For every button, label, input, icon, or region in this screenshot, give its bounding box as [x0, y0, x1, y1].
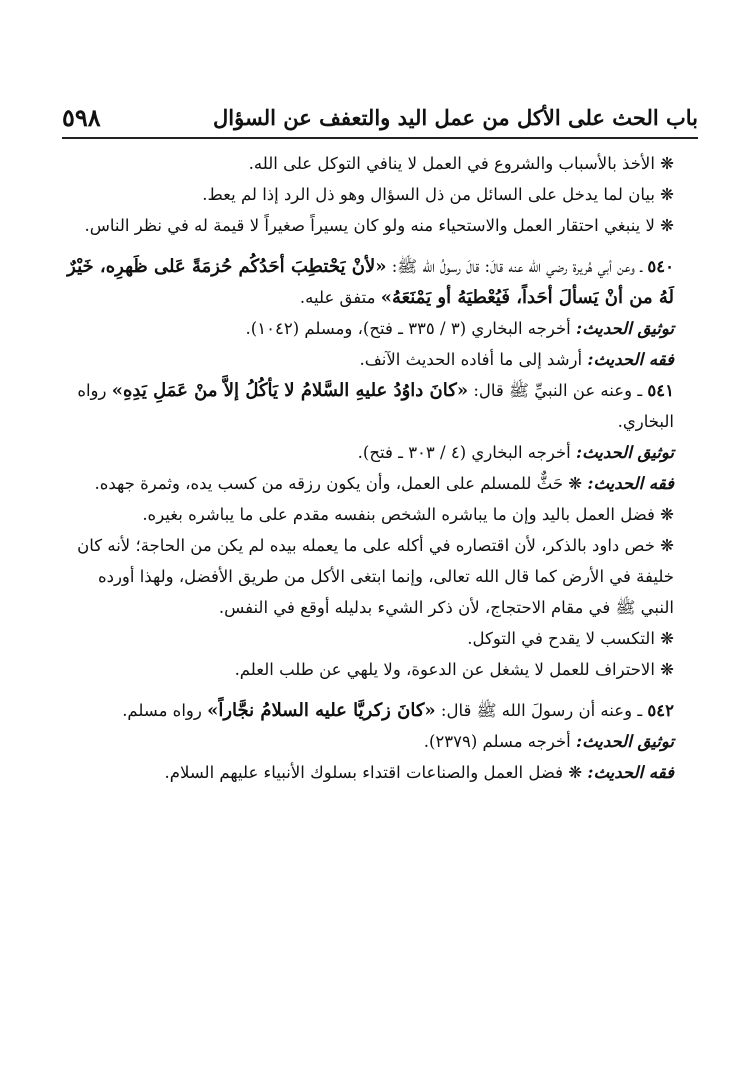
takhrij-text: أخرجه البخاري (٣ / ٣٣٥ ـ فتح)، ومسلم (١٠٤٢).: [245, 319, 571, 338]
bullet-point: ❋ الاحتراف للعمل لا يشغل عن الدعوة، ولا يلهي عن طلب العلم.: [66, 654, 694, 685]
takhrij-542: [66, 726, 694, 757]
hadith-quote: «لأنْ يَحْتطِبَ أحَدُكُم حُزمَةً عَلى ظَهرِه، خَيْرٌ لَهُ من أنْ يَسألَ أحَداً، فَيُعْطيَهُ أو يَمْنَعَهُ»: [67, 256, 674, 308]
hadith-source: رواه مسلم.: [122, 701, 202, 720]
bullet-point: ❋ بيان لما يدخل على السائل من ذل السؤال وهو ذل الرد إذا لم يعط.: [66, 179, 694, 210]
hadith-intro: ـ وعنه أن رسولَ الله ﷺ قال:: [440, 701, 643, 720]
hadith-540: [66, 251, 694, 313]
fiqh-text: أرشد إلى ما أفاده الحديث الآنف.: [359, 350, 583, 369]
fiqh-text: ❋ حَثٌّ للمسلم على العمل، وأن يكون رزقه من كسب يده، وثمرة جهده.: [94, 474, 583, 493]
fiqh-542: [66, 757, 694, 788]
hadith-quote: «كانَ داوُدُ عليهِ السَّلامُ لا يَأكُلُ إلاَّ منْ عَمَلِ يَدِهِ»: [111, 380, 469, 401]
takhrij-label: توثيق الحديث:: [575, 443, 674, 462]
hadith-number: ٥٤١: [647, 381, 674, 400]
bullet-point: ❋ التكسب لا يقدح في التوكل.: [66, 623, 694, 654]
bullet-point: ❋ الأخذ بالأسباب والشروع في العمل لا ينافي التوكل على الله.: [66, 148, 694, 179]
hadith-source: متفق عليه.: [299, 288, 376, 307]
hadith-number: ٥٤٢: [647, 701, 674, 720]
bullet-point: ❋ لا ينبغي احتقار العمل والاستحياء منه ولو كان يسيراً صغيراً لا قيمة له في نظر الناس.: [66, 210, 694, 241]
takhrij-540: [66, 313, 694, 344]
header-rule: [62, 137, 698, 139]
fiqh-text: ❋ فضل العمل والصناعات اقتداء بسلوك الأنبياء عليهم السلام.: [164, 763, 583, 782]
hadith-number: ٥٤٠: [647, 257, 674, 276]
takhrij-label: توثيق الحديث:: [575, 732, 674, 751]
takhrij-541: [66, 437, 694, 468]
page-header: [62, 100, 698, 134]
spacer: [66, 685, 694, 695]
takhrij-label: توثيق الحديث:: [575, 319, 674, 338]
fiqh-label: فقه الحديث:: [587, 763, 674, 782]
spacer: [66, 241, 694, 251]
page-body: [66, 148, 694, 788]
bullet-point: ❋ فضل العمل باليد وإن ما يباشره الشخص بنفسه مقدم على ما يباشره بغيره.: [66, 499, 694, 530]
hadith-source: رواه البخاري.: [77, 381, 674, 431]
hadith-quote: «كانَ زكريَّا عليه السلامُ نجَّاراً»: [207, 700, 436, 721]
hadith-542: [66, 695, 694, 726]
fiqh-label: فقه الحديث:: [587, 350, 674, 369]
fiqh-540: [66, 344, 694, 375]
fiqh-541: [66, 468, 694, 499]
bullet-point: ❋ خص داود بالذكر، لأن اقتصاره في أكله على ما يعمله بيده لم يكن من الحاجة؛ لأنه كان خليفة في الأرض كما قال الله تعالى، وإنما ابتغى الأكل من طريق الأفضل، ولهذا أورده النبي ﷺ في مقام الاحتجاج، لأن ذكر الشيء بدليله أوقع في النفس.: [66, 530, 694, 623]
takhrij-text: أخرجه مسلم (٢٣٧٩).: [423, 732, 571, 751]
page-number: ٥٩٨: [62, 102, 101, 132]
takhrij-text: أخرجه البخاري (٤ / ٣٠٣ ـ فتح).: [357, 443, 571, 462]
hadith-541: [66, 375, 694, 437]
fiqh-label: فقه الحديث:: [587, 474, 674, 493]
hadith-intro: ـ وعن أبي هُريرة رضي الله عنه قالَ: قالَ رسولُ الله ﷺ:: [391, 257, 643, 276]
chapter-title: باب الحث على الأكل من عمل اليد والتعفف عن السؤال: [213, 104, 698, 130]
hadith-intro: ـ وعنه عن النبيِّ ﷺ قال:: [473, 381, 643, 400]
